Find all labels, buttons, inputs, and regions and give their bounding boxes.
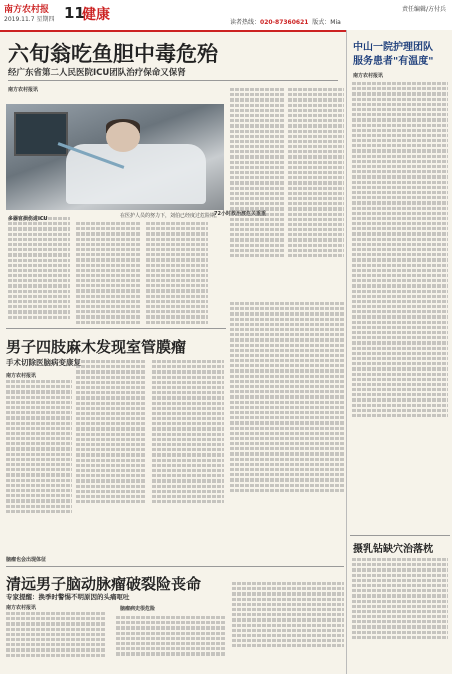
lead-byline: 南方农村报讯: [8, 87, 39, 93]
header-rule: [0, 30, 346, 32]
lead-crosshead-2: 72小时救治渡危关重重: [214, 211, 266, 217]
lead-photo: [6, 104, 224, 210]
monitor-shape: [14, 112, 68, 156]
layout-credit: 版式：Mia: [312, 19, 341, 26]
story2-crosshead: 脑瘤也会出现体征: [6, 557, 47, 563]
story2-top-rule: [6, 328, 226, 329]
story2-body-col1: [6, 378, 72, 563]
lead-subheadline: 经广东省第二人民医院ICU团队治疗保命又保肾: [8, 68, 186, 78]
right-byline: 南方农村报讯: [353, 73, 384, 79]
lead-headline: 六旬翁吃鱼胆中毒危殆: [8, 42, 218, 66]
section-title: 健康: [82, 7, 110, 23]
page-header: [0, 0, 452, 30]
editor-credit: 责任编辑/方付兵: [401, 6, 446, 13]
middle-body: [230, 300, 344, 560]
right-bottom-title: 摄乳钻缺穴治落枕: [353, 544, 433, 555]
lead-body-col5: [288, 86, 344, 266]
story3-body-col1: [6, 610, 106, 672]
story3-crosshead: 脑瘤病史很危险: [120, 606, 156, 612]
story3-subheadline: 专家提醒：换季时警惕不明原因的头痛呕吐: [6, 593, 130, 601]
head-shape: [106, 122, 140, 152]
lead-body-col3: [146, 220, 208, 325]
right-bottom-rule: [350, 535, 450, 536]
lead-divider: [8, 80, 338, 81]
photo-caption: 在医护人员的努力下，刘伯已经度过危险期。: [120, 213, 221, 219]
lead-body-col2: [76, 220, 140, 325]
story3-top-rule: [6, 566, 344, 567]
story3-body-col3: [232, 580, 344, 672]
story2-byline: 南方农村报讯: [6, 373, 37, 379]
story3-byline: 南方农村报讯: [6, 605, 37, 611]
hotline-label: 读者热线：: [230, 19, 261, 26]
story2-body-col3: [152, 358, 224, 558]
page-number: 11: [64, 4, 85, 22]
story2-headline: 男子四肢麻木发现室管膜瘤: [6, 338, 187, 356]
story2-subheadline: 手术切除医脑病变康复: [6, 358, 81, 367]
right-column-divider: [346, 30, 347, 674]
issue-date: 2019.11.7 星期四: [4, 16, 55, 23]
lead-body-col1: [8, 215, 70, 323]
right-title-2: 服务患者"有温度": [353, 56, 434, 67]
right-bottom-body: [352, 556, 448, 672]
lead-body-col4: [230, 86, 284, 266]
right-title-1: 中山一院护理团队: [353, 42, 433, 53]
right-body: [352, 80, 448, 535]
story2-body-col2: [76, 358, 146, 558]
lead-crosshead-1: 多器官损伤进ICU: [8, 216, 48, 222]
hotline: [230, 17, 341, 26]
hotline-number: 020-87360621: [260, 19, 309, 26]
masthead: 南方农村报: [4, 5, 50, 15]
story3-body-col2: [116, 614, 226, 672]
story3-headline: 清远男子脑动脉瘤破裂险丧命: [6, 575, 202, 593]
